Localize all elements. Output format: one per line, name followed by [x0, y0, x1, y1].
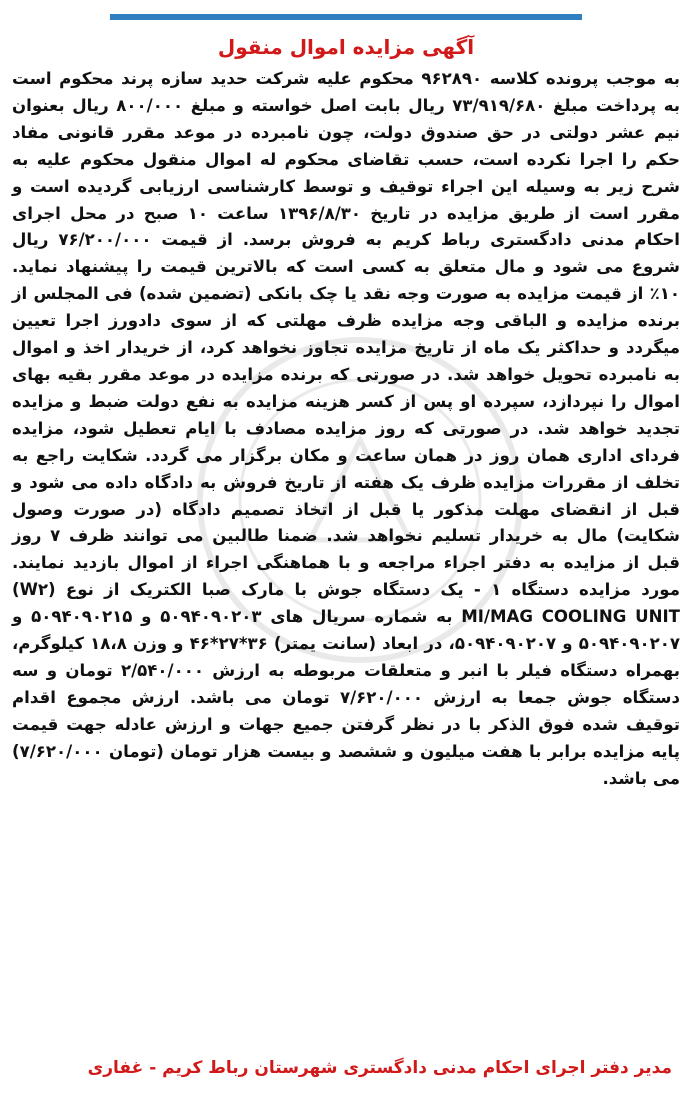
top-divider: [110, 14, 582, 20]
notice-title: آگهی مزایده اموال منقول: [217, 35, 475, 59]
notice: [12, 34, 680, 1084]
notice-body: به موجب پرونده کلاسه ۹۶۲۸۹۰ محکوم علیه شرکت حدید سازه پرند محکوم است به پرداخت مبلغ ۷۳/۹۱۹/۶۸۰ ریال بابت اصل خواسته و مبلغ ۸۰۰/۰۰۰ ریال بعنوان نیم عشر دولتی در حق صندوق دولت، چون نامبرده در موعد مقرر قانونی مفاد حکم را اجرا نکرده است، حسب تقاضای محکوم له اموال منقول محکوم علیه به شرح زیر به وسیله این اجراء توقیف و توسط کارشناسی ارزیابی گردیده است و مقرر است از طریق مزایده در تاریخ ۱۳۹۶/۸/۳۰ ساعت ۱۰ صبح در محل اجرای احکام مدنی دادگستری رباط کریم به فروش برسد. از قیمت ۷۶/۲۰۰/۰۰۰ ریال شروع می شود و مال متعلق به کسی است که بالاترین قیمت را پیشنهاد نماید. ۱۰٪ از قیمت مزایده به صورت وجه نقد یا چک بانکی (تضمین شده) فی المجلس از برنده مزایده و الباقی وجه مزایده ظرف مهلتی که از سوی دادورز اجرا تعیین میگردد و حداکثر یک ماه از تاریخ مزایده تجاوز نخواهد کرد، از خریدار اخذ و اموال به نامبرده تحویل خواهد شد. در صورتی که برنده مزایده در موعد مقرر بقیه بهای اموال را نپردازد، سپرده او پس از کسر هزینه مزایده به نفع دولت ضبط و مزایده تجدید خواهد شد. در صورتی که روز مزایده مصادف با ایام تعطیل شود، مزایده فردای اداری همان روز در همان ساعت و مکان برگزار می گردد. شکایت راجع به تخلف از مقررات مزایده ظرف یک هفته از تاریخ فروش به دادگاه داده می شود و قبل از انقضای مهلت مذکور یا قبل از اتخاذ تصمیم دادگاه (در صورت وصول شکایت) مال به خریدار تسلیم نخواهد شد. ضمنا طالبین می توانند ظرف ۷ روز قبل از مزایده به دفتر اجراء مراجعه و با هماهنگی اجراء از اموال بازدید نمایند. مورد مزایده دستگاه ۱ - یک دستگاه جوش با مارک صبا الکتریک از نوع (W۲) MI/MAG COOLING UNIT به شماره سریال های ۵۰۹۴۰۹۰۲۰۳ و ۵۰۹۴۰۹۰۲۱۵ و ۵۰۹۴۰۹۰۲۰۷ و ۵۰۹۴۰۹۰۲۰۷، در ابعاد (سانت یمتر) ۳۶*۲۷*۴۶ و وزن ۱۸،۸ کیلوگرم، بهمراه دستگاه فیلر با انبر و متعلقات مربوطه به ارزش ۲/۵۴۰/۰۰۰ تومان و سه دستگاه جوش جمعا به ارزش ۷/۶۲۰/۰۰۰ تومان می باشد. ارزش مجموع اقدام توقیف شده فوق الذکر با در نظر گرفتن جمیع جهات و ارزش عادله جهت قیمت پایه مزایده برابر با هفت میلیون و ششصد و بیست هزار تومان (تومان ۷/۶۲۰/۰۰۰) می باشد.: [12, 69, 681, 788]
notice-footer-signature: مدیر دفتر اجرای احکام مدنی دادگستری شهرستان رباط کریم - غفاری: [87, 1058, 672, 1078]
